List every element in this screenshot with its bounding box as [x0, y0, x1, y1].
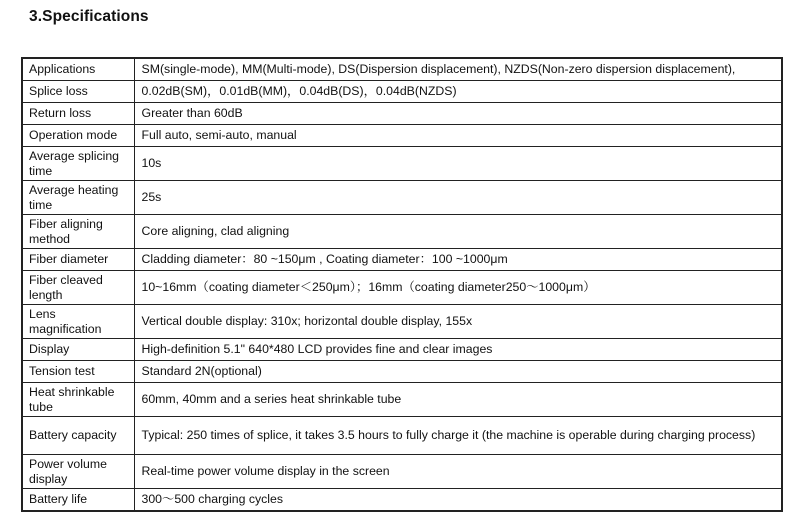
- spec-label: Return loss: [22, 103, 134, 125]
- spec-value: Real-time power volume display in the screen: [134, 455, 782, 489]
- spec-value: High-definition 5.1" 640*480 LCD provides fine and clear images: [134, 339, 782, 361]
- table-row: [22, 305, 782, 339]
- spec-label: Fiber cleaved length: [22, 271, 134, 305]
- spec-value: Typical: 250 times of splice, it takes 3.5 hours to fully charge it (the machine is operable during charging process): [134, 417, 782, 455]
- spec-value: 60mm, 40mm and a series heat shrinkable tube: [134, 383, 782, 417]
- spec-value: Greater than 60dB: [134, 103, 782, 125]
- spec-label: Heat shrinkable tube: [22, 383, 134, 417]
- spec-value: 10~16mm（coating diameter＜250μm）；16mm（coating diameter250～1000μm）: [134, 271, 782, 305]
- spec-value: 25s: [134, 181, 782, 215]
- table-row: [22, 147, 782, 181]
- table-row: [22, 361, 782, 383]
- table-row: [22, 125, 782, 147]
- spec-label: Fiber aligning method: [22, 215, 134, 249]
- spec-value: Full auto, semi-auto, manual: [134, 125, 782, 147]
- spec-label: Splice loss: [22, 81, 134, 103]
- spec-label: Average heating time: [22, 181, 134, 215]
- table-row: [22, 339, 782, 361]
- spec-label: Lens magnification: [22, 305, 134, 339]
- spec-label: Applications: [22, 58, 134, 81]
- specifications-table: [21, 57, 783, 512]
- table-row: [22, 58, 782, 81]
- table-row: [22, 455, 782, 489]
- table-row: [22, 215, 782, 249]
- spec-label: Power volume display: [22, 455, 134, 489]
- table-row: [22, 249, 782, 271]
- spec-label: Operation mode: [22, 125, 134, 147]
- spec-value: 300～500 charging cycles: [134, 489, 782, 512]
- spec-label: Battery life: [22, 489, 134, 512]
- table-row: [22, 417, 782, 455]
- spec-label: Average splicing time: [22, 147, 134, 181]
- spec-value: Standard 2N(optional): [134, 361, 782, 383]
- table-row: [22, 81, 782, 103]
- spec-value: SM(single-mode), MM(Multi-mode), DS(Dispersion displacement), NZDS(Non-zero dispersion displacement),: [134, 58, 782, 81]
- table-row: [22, 181, 782, 215]
- spec-value: Vertical double display: 310x; horizontal double display, 155x: [134, 305, 782, 339]
- spec-label: Fiber diameter: [22, 249, 134, 271]
- spec-value: Cladding diameter：80 ~150μm , Coating diameter：100 ~1000μm: [134, 249, 782, 271]
- table-row: [22, 489, 782, 512]
- spec-value: 0.02dB(SM)，0.01dB(MM)，0.04dB(DS)，0.04dB(NZDS): [134, 81, 782, 103]
- spec-label: Battery capacity: [22, 417, 134, 455]
- table-row: [22, 103, 782, 125]
- spec-label: Display: [22, 339, 134, 361]
- spec-value: Core aligning, clad aligning: [134, 215, 782, 249]
- section-heading: 3.Specifications: [29, 8, 149, 25]
- table-row: [22, 383, 782, 417]
- spec-value: 10s: [134, 147, 782, 181]
- spec-label: Tension test: [22, 361, 134, 383]
- table-row: [22, 271, 782, 305]
